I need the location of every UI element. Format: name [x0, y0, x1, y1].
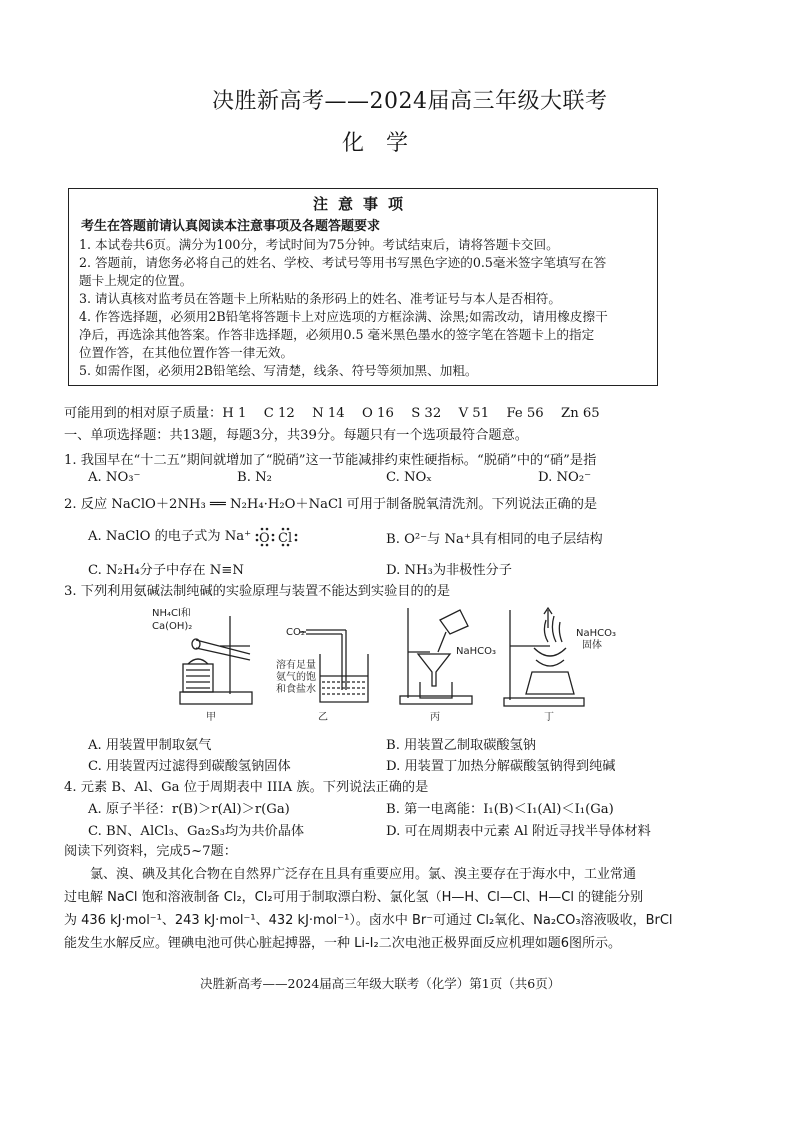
fig-ding-reagent-1: NaHCO₃: [576, 628, 616, 639]
fig-yi-gas: CO₂: [286, 627, 305, 638]
reading-line: 能发生水解反应。锂碘电池可供心脏起搏器，一种 Li-I₂二次电池正极界面反应机理如题6图所示。: [64, 936, 621, 951]
question-4-stem: 4. 元素 B、Al、Ga 位于周期表中 IIIA 族。下列说法正确的是: [64, 780, 429, 795]
notice-line: 3. 请认真核对监考员在答题卡上所粘贴的条形码上的姓名、准考证号与本人是否相符。: [79, 291, 561, 306]
electron-dot-formula: [255, 526, 303, 548]
fig-ding-reagent-2: 固体: [582, 640, 602, 651]
q3-option-c: C. 用装置丙过滤得到碳酸氢钠固体: [88, 759, 291, 774]
exam-title: 决胜新高考——2024届高三年级大联考: [212, 89, 608, 114]
q4-option-b: B. 第一电离能：I₁(B)＜I₁(Al)＜I₁(Ga): [386, 802, 614, 817]
fig-yi-note-1: 溶有足量: [276, 660, 316, 671]
question-1-stem: 1. 我国早在“十二五”期间就增加了“脱硝”这一节能减排约束性硬指标。“脱硝”中的“硝”是指: [64, 453, 597, 468]
fig-label-jia: 甲: [206, 712, 216, 723]
q3-option-b: B. 用装置乙制取碳酸氢钠: [386, 738, 536, 753]
q2-option-d: D. NH₃为非极性分子: [386, 563, 512, 578]
reading-line: 氯、溴、碘及其化合物在自然界广泛存在且具有重要应用。氯、溴主要存在于海水中，工业常通: [64, 867, 637, 882]
notice-box: [68, 188, 658, 386]
fig-yi-note-3: 和食盐水: [276, 684, 316, 695]
q3-option-d: D. 用装置丁加热分解碳酸氢钠得到纯碱: [386, 759, 616, 774]
q2-option-c: C. N₂H₄分子中存在 N≡N: [88, 563, 244, 578]
notice-line: 2. 答题前，请您务必将自己的姓名、学校、考试号等用书写黑色字迹的0.5毫米签字笔填写在答: [79, 255, 607, 270]
q4-option-c: C. BN、AlCl₃、Ga₂S₃均为共价晶体: [88, 824, 305, 839]
reading-line: 过电解 NaCl 饱和溶液制备 Cl₂，Cl₂可用于制取漂白粉、氯化氢（H—H、Cl—Cl、H—Cl 的键能分别: [64, 890, 644, 905]
question-3-stem: 3. 下列利用氨碱法制纯碱的实验原理与装置不能达到实验目的的是: [64, 584, 451, 599]
atomic-masses: 可能用到的相对原子质量：H 1 C 12 N 14 O 16 S 32 V 51 Fe 56 Zn 65: [64, 406, 600, 421]
reading-intro: 阅读下列资料，完成5~7题：: [64, 844, 237, 859]
notice-line: 1. 本试卷共6页。满分为100分，考试时间为75分钟。考试结束后，请将答题卡交回。: [79, 237, 559, 252]
notice-heading: 考生在答题前请认真阅读本注意事项及各题答题要求: [81, 219, 381, 234]
notice-line: 题卡上规定的位置。: [79, 273, 193, 288]
page-footer: 决胜新高考——2024届高三年级大联考（化学）第1页（共6页）: [200, 976, 561, 991]
q1-option-b: B. N₂: [237, 470, 272, 485]
fig-jia-reagent-2: Ca(OH)₂: [152, 621, 193, 632]
q2-option-b: B. O²⁻与 Na⁺具有相同的电子层结构: [386, 532, 603, 547]
fig-yi-note-2: 氨气的饱: [276, 672, 316, 683]
fig-label-yi: 乙: [318, 712, 328, 723]
q1-option-a: A. NO₃⁻: [88, 470, 141, 485]
apparatus-figure: [150, 602, 750, 727]
fig-bing-reagent: NaHCO₃: [456, 646, 496, 657]
section-heading: 一、单项选择题：共13题，每题3分，共39分。每题只有一个选项最符合题意。: [64, 428, 528, 443]
fig-label-ding: 丁: [544, 712, 554, 723]
q3-option-a: A. 用装置甲制取氨气: [88, 738, 212, 753]
fig-label-bing: 丙: [430, 712, 440, 723]
q2-option-a-text: A. NaClO 的电子式为 Na⁺: [88, 529, 252, 544]
q4-option-a: A. 原子半径：r(B)＞r(Al)＞r(Ga): [88, 802, 290, 817]
notice-line: 净后，再选涂其他答案。作答非选择题，必须用0.5 毫米黑色墨水的签字笔在答题卡上的指定: [79, 327, 595, 342]
notice-line: 4. 作答选择题，必须用2B铅笔将答题卡上对应选项的方框涂满、涂黑;如需改动，请用橡皮擦干: [79, 309, 608, 324]
notice-title: 注意事项: [312, 195, 413, 213]
reading-line: 为 436 kJ·mol⁻¹、243 kJ·mol⁻¹、432 kJ·mol⁻¹）。卤水中 Br⁻可通过 Cl₂氧化、Na₂CO₃溶液吸收，BrCl: [64, 913, 673, 928]
q1-option-d: D. NO₂⁻: [538, 470, 592, 485]
notice-line: 位置作答，在其他位置作答一律无效。: [79, 345, 294, 360]
question-2-stem: 2. 反应 NaClO＋2NH₃ ══ N₂H₄·H₂O＋NaCl 可用于制备脱氧清洗剂。下列说法正确的是: [64, 497, 598, 512]
notice-line: 5. 如需作图，必须用2B铅笔绘、写清楚，线条、符号等须加黑、加粗。: [79, 363, 478, 378]
q4-option-d: D. 可在周期表中元素 Al 附近寻找半导体材料: [386, 824, 651, 839]
q2-option-a: [88, 525, 303, 548]
apparatus-ding: [504, 608, 584, 706]
svg-text:Cl: Cl: [278, 530, 293, 546]
fig-jia-reagent-1: NH₄Cl和: [152, 608, 191, 619]
svg-text:O: O: [259, 530, 270, 546]
subject-title: 化学: [342, 131, 431, 156]
q1-option-c: C. NOₓ: [386, 470, 432, 485]
